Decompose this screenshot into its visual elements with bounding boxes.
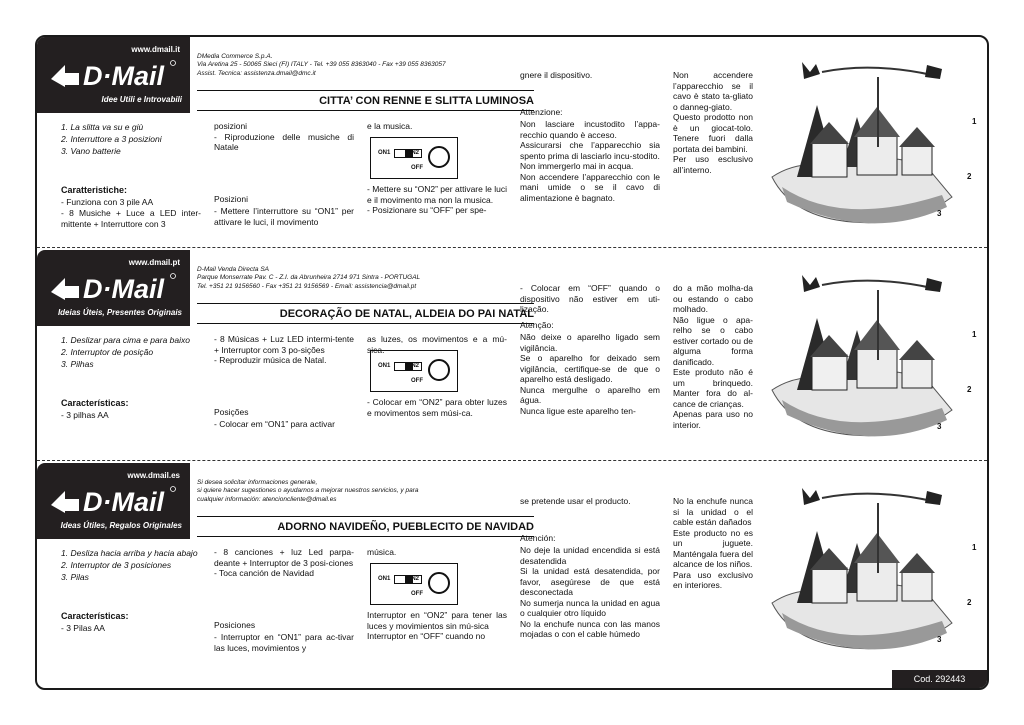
features-text: - Funziona con 3 pile AA - 8 Musiche + Luce a LED inter-mittente + Interruttore con 3 [61,197,201,229]
part-item: 1. Desliza hacia arriba y hacia abajo [61,548,198,558]
positions-heading: Posiciones [214,620,256,630]
features-continued: - 8 Músicas + Luz LED intermi-tente + Interruptor com 3 po-sições - Reproduzir música de Natal. [214,334,354,365]
switch-on2-label: ON2 [406,363,419,369]
svg-text:D·Mail: D·Mail [83,487,164,517]
positions-text: - Mettere l’interruttore su “ON1” per attivare le luci, il movimento [214,206,354,227]
company-info: Si desea solicitar informaciones generale, si quiere hacer sugestiones o ayudarnos a mejorar nuestros servicios, y para cualquier información: atencioncliente@dmail.es [197,479,419,503]
product-photo [762,57,962,237]
warning-text: Non lasciare incustodito l’appa-recchio quando è acceso. Assicurarsi che l’apparecchio sia spento prima di lasciarlo incu-stodito. Non immergerlo mai in acqua. Non accendere l’apparecchio con le mani umide o se il cavo di alimentazione è bagnato. [520,119,660,203]
part-item: 2. Interruptor de 3 posiciones [61,560,172,570]
positions-continued: e la musica. [367,121,413,131]
website-url: www.dmail.pt [128,258,180,267]
callout-3: 3 [937,209,942,218]
svg-text:D·Mail: D·Mail [83,274,164,304]
dmail-logo [37,250,190,326]
section-portuguese [37,250,987,460]
positions-heading: Posizioni [214,194,249,204]
website-url: www.dmail.it [131,45,180,54]
switch-diagram [370,137,458,179]
divider [197,323,534,324]
callout-1: 1 [972,117,977,126]
warning-text-2: do a mão molha-da ou estando o cabo molhado. Não ligue o apa-relho se o cabo estiver cortado ou de alguma forma danificado. Este produto não é um brinquedo. Manter fora do al-cance de crianças. Apenas para uso no interior. [673,283,753,430]
dmail-logo-mark [49,483,179,517]
warning-heading: Attenzione: [520,107,563,117]
part-item: 1. Deslizar para cima e para baixo [61,335,190,345]
part-item: 2. Interruttore a 3 posizioni [61,134,162,144]
part-item: 3. Pilas [61,572,89,582]
callout-1: 1 [972,543,977,552]
positions-text: - Colocar em “ON1” para activar [214,419,335,429]
warning-heading: Atenção: [520,320,554,330]
callout-3: 3 [937,635,942,644]
switch-on1-label: ON1 [378,150,391,156]
divider [197,90,534,91]
svg-text:D·Mail: D·Mail [83,61,164,91]
warning-text: Não deixe o aparelho ligado sem vigilância. Se o aparelho for deixado sem vigilância, certifique-se de que o aparelho está desligado. Nunca mergulhe o aparelho em água. Nunca ligue este aparelho ten- [520,332,660,416]
features-text: - 3 pilhas AA [61,410,109,420]
callout-3: 3 [937,422,942,431]
features-heading: Características: [61,398,129,408]
tagline: Ideas Útiles, Regalos Originales [60,521,182,530]
positions-text-2: - Colocar em “ON2” para obter luzes e movimentos sem músi-ca. [367,397,507,418]
section-spanish [37,463,987,673]
switch-off-label: OFF [411,165,423,171]
parts-list [61,334,201,370]
parts-list [61,121,201,157]
switch-off-label: OFF [411,378,423,384]
dmail-logo [37,463,190,539]
battery-cover-icon [428,572,450,594]
positions-text-3: - Colocar em “OFF” quando o dispositivo não estiver em uti-lização. [520,283,660,314]
product-photo [762,270,962,450]
positions-text: - Interruptor en “ON1” para ac-tivar las luces, movimientos y [214,632,354,653]
features-continued: - 8 canciones + luz Led parpa-deante + Interruptor de 3 posi-ciones - Toca canción de Navidad [214,547,354,578]
positions-text-2: - Mettere su “ON2” per attivare le luci e il movimento ma non la musica. - Posizionare su “OFF” per spe- [367,184,507,215]
divider [197,536,534,537]
features-text: - 3 Pilas AA [61,623,105,633]
positions-continued: as luzes, os movimentos e a mú-sica. [367,334,507,355]
dmail-logo-mark [49,270,179,304]
part-item: 3. Vano batterie [61,146,121,156]
product-title: ADORNO NAVIDEÑO, PUEBLECITO DE NAVIDAD [277,521,534,533]
battery-cover-icon [428,146,450,168]
positions-text-2: Interruptor en “ON2” para tener las luces y movimientos sin mú-sica Interruptor en “OFF” cuando no [367,610,507,641]
section-italian [37,37,987,247]
dmail-logo [37,37,190,113]
callout-2: 2 [967,172,972,181]
website-url: www.dmail.es [127,471,180,480]
parts-list [61,547,201,583]
callout-1: 1 [972,330,977,339]
battery-cover-icon [428,359,450,381]
company-info: DMedia Commerce S.p.A. Via Aretina 25 - 50065 Sieci (FI) ITALY - Tel. +39 055 8363040 - Fax +39 055 8363057 Assist. Tecnica: assistenza.dmail@dmc.it [197,53,446,77]
product-code: Cod. 292443 [892,670,987,688]
callout-2: 2 [967,598,972,607]
positions-text-3: gnere il dispositivo. [520,70,593,80]
part-item: 2. Interruptor de posição [61,347,154,357]
dmail-logo-mark [49,57,179,91]
warning-text-2: Non accendere l’apparecchio se il cavo è stato ta-gliato o danneg-giato. Questo prodotto non è un giocat-tolo. Tenere fuori dalla portata dei bambini. Per uso esclusivo all’interno. [673,70,753,175]
part-item: 1. La slitta va su e giù [61,122,144,132]
switch-on1-label: ON1 [378,363,391,369]
features-heading: Características: [61,611,129,621]
switch-diagram [370,563,458,605]
divider [197,303,534,304]
divider [197,516,534,517]
positions-text-3: se pretende usar el producto. [520,496,631,506]
positions-heading: Posições [214,407,249,417]
warning-text: No deje la unidad encendida si está desatendida Si la unidad está desatendida, por favor, asegúrese de que está desconectada No sumerja nunca la unidad en agua o cualquier otro líquido No la enchufe nunca con las manos mojadas o con el cable húmedo [520,545,660,639]
warning-heading: Atención: [520,533,556,543]
tagline: Idee Utili e Introvabili [101,95,182,104]
cut-line [37,247,987,248]
switch-diagram [370,350,458,392]
product-title: CITTA’ CON RENNE E SLITTA LUMINOSA [319,95,534,107]
warning-text-2: No la enchufe nunca si la unidad o el cable están dañados Este producto no es un juguete. Manténgala fuera del alcance de los niños. Para uso exclusivo en interiores. [673,496,753,590]
switch-off-label: OFF [411,591,423,597]
features-heading: Caratteristiche: [61,185,128,195]
product-photo [762,483,962,663]
positions-continued: música. [367,547,397,557]
features-continued: posizioni - Riproduzione delle musiche di Natale [214,121,354,152]
switch-on1-label: ON1 [378,576,391,582]
product-title: DECORAÇÃO DE NATAL, ALDEIA DO PAI NATAL [279,308,534,320]
switch-on2-label: ON2 [406,150,419,156]
tagline: Ideias Úteis, Presentes Originais [57,308,182,317]
switch-on2-label: ON2 [406,576,419,582]
callout-2: 2 [967,385,972,394]
divider [197,110,534,111]
part-item: 3. Pilhas [61,359,94,369]
cut-line [37,460,987,461]
company-info: D-Mail Venda Directa SA Parque Monserrate Pav. C - Z.I. da Abrunheira 2714 971 Sintra - PORTUGAL Tel. +351 21 9156560 - Fax +351 21 9156569 - Email: assistencia@dmail.pt [197,266,421,290]
